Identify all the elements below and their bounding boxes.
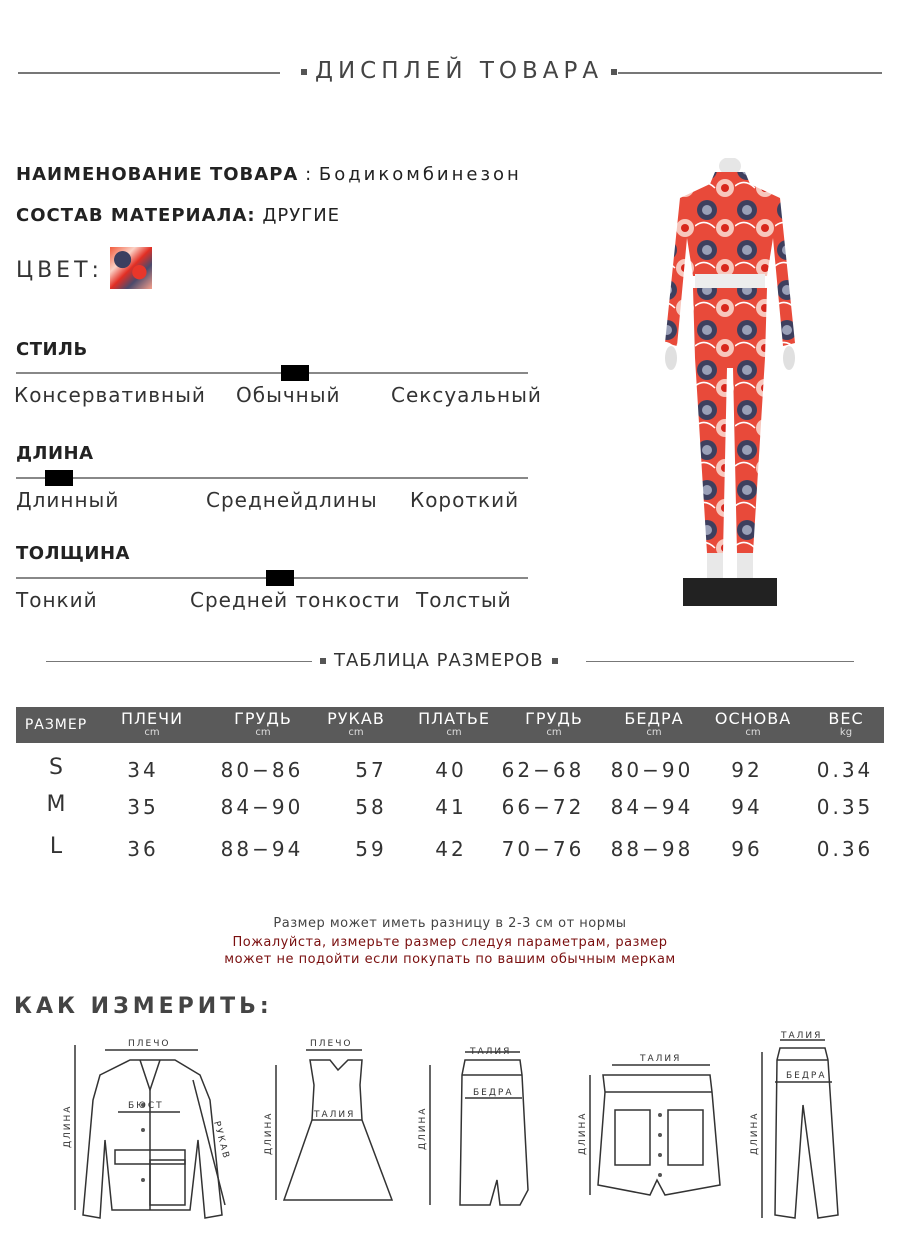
skirt-waist-label: ТАЛИЯ bbox=[470, 1047, 512, 1057]
style-track bbox=[16, 372, 528, 374]
table-cell: 58 bbox=[355, 795, 387, 819]
table-cell: 62−68 bbox=[501, 758, 585, 782]
col-header: ОСНОВА cm bbox=[714, 709, 792, 738]
jacket-sleeve-label: РУКАВ bbox=[211, 1120, 232, 1162]
table-cell: S bbox=[49, 755, 63, 780]
bullet-square-icon bbox=[552, 658, 558, 664]
table-cell: 80−86 bbox=[220, 758, 304, 782]
dress-waist-label: ТАЛИЯ bbox=[314, 1110, 356, 1120]
table-cell: 88−98 bbox=[610, 837, 694, 861]
bullet-square-icon bbox=[611, 69, 617, 75]
pants-waist-label: ТАЛИЯ bbox=[781, 1031, 823, 1041]
length-track bbox=[16, 477, 528, 479]
table-cell: 0.34 bbox=[816, 758, 874, 782]
style-option: Сексуальный bbox=[391, 383, 542, 407]
how-to-measure-title: КАК ИЗМЕРИТЬ: bbox=[14, 994, 273, 1019]
table-cell: 88−94 bbox=[220, 837, 304, 861]
col-header: РУКАВ cm bbox=[327, 709, 385, 738]
table-cell: 92 bbox=[731, 758, 763, 782]
measure-warning: может не подойти если покупать по вашим обычным меркам bbox=[224, 952, 676, 967]
product-material bbox=[16, 205, 340, 226]
style-option: Консервативный bbox=[14, 383, 206, 407]
product-name-value: Бодикомбинезон bbox=[318, 164, 522, 185]
thickness-option: Тонкий bbox=[16, 588, 98, 612]
table-rule-left bbox=[46, 661, 312, 662]
dress-length-label: ДЛИНА bbox=[264, 1111, 274, 1155]
jacket-bust-label: БЮСТ bbox=[128, 1101, 164, 1111]
product-photo bbox=[655, 158, 805, 608]
table-cell: 36 bbox=[127, 837, 159, 861]
jacket-length-label: ДЛИНА bbox=[63, 1104, 73, 1148]
table-cell: 0.35 bbox=[816, 795, 874, 819]
length-option: Среднейдлины bbox=[206, 488, 378, 512]
length-title: ДЛИНА bbox=[16, 443, 94, 464]
page-title: ДИСПЛЕЙ ТОВАРА bbox=[293, 58, 625, 84]
color-label: ЦВЕТ: bbox=[16, 258, 103, 283]
thickness-title: ТОЛЩИНА bbox=[16, 543, 130, 564]
table-cell: L bbox=[49, 834, 63, 859]
table-cell: 70−76 bbox=[501, 837, 585, 861]
product-name-label: НАИМЕНОВАНИЕ ТОВАРА bbox=[16, 164, 299, 185]
table-cell: 66−72 bbox=[501, 795, 585, 819]
table-cell: 84−90 bbox=[220, 795, 304, 819]
table-cell: 35 bbox=[127, 795, 159, 819]
thickness-knob bbox=[266, 570, 294, 586]
thickness-option: Толстый bbox=[416, 588, 512, 612]
jacket-shoulder-label: ПЛЕЧО bbox=[128, 1039, 171, 1049]
length-option: Короткий bbox=[410, 488, 520, 512]
col-header: ВЕС kg bbox=[828, 709, 864, 738]
pants-length-label: ДЛИНА bbox=[750, 1111, 760, 1155]
table-cell: M bbox=[46, 792, 66, 817]
table-cell: 34 bbox=[127, 758, 159, 782]
style-title: СТИЛЬ bbox=[16, 339, 88, 360]
size-table-header bbox=[16, 707, 884, 743]
measure-warning: Пожалуйста, измерьте размер следуя параметрам, размер bbox=[232, 935, 668, 950]
table-rule-right bbox=[586, 661, 854, 662]
bullet-square-icon bbox=[301, 69, 307, 75]
style-knob bbox=[281, 365, 309, 381]
col-header: ПЛЕЧИ cm bbox=[120, 709, 184, 738]
table-cell: 41 bbox=[435, 795, 467, 819]
table-cell: 80−90 bbox=[610, 758, 694, 782]
table-cell: 57 bbox=[355, 758, 387, 782]
col-header: ГРУДЬ cm bbox=[234, 709, 292, 738]
table-cell: 42 bbox=[435, 837, 467, 861]
table-cell: 84−94 bbox=[610, 795, 694, 819]
thickness-option: Средней тонкости bbox=[190, 588, 401, 612]
shorts-length-label: ДЛИНА bbox=[578, 1111, 588, 1155]
product-name: НАИМЕНОВАНИЕ ТОВАРА : Бодикомбинезон bbox=[16, 164, 522, 185]
col-header: ПЛАТЬЕ cm bbox=[418, 709, 490, 738]
bullet-square-icon bbox=[320, 658, 326, 664]
pants-hips-label: БЕДРА bbox=[786, 1071, 827, 1081]
header-rule-right bbox=[618, 72, 882, 74]
color-swatch[interactable] bbox=[110, 247, 152, 289]
material-label: СОСТАВ МАТЕРИАЛА: bbox=[16, 205, 256, 226]
table-cell: 40 bbox=[435, 758, 467, 782]
col-header: БЕДРА cm bbox=[624, 709, 684, 738]
measure-diagrams bbox=[0, 1030, 900, 1230]
length-option: Длинный bbox=[16, 488, 120, 512]
shorts-waist-label: ТАЛИЯ bbox=[640, 1054, 682, 1064]
table-cell: 0.36 bbox=[816, 837, 874, 861]
style-option: Обычный bbox=[236, 383, 341, 407]
size-table-title: ТАБЛИЦА РАЗМЕРОВ bbox=[312, 650, 566, 671]
col-header: ГРУДЬ cm bbox=[525, 709, 583, 738]
length-knob bbox=[45, 470, 73, 486]
skirt-length-label: ДЛИНА bbox=[418, 1106, 428, 1150]
col-header: РАЗМЕР bbox=[24, 717, 88, 733]
dress-shoulder-label: ПЛЕЧО bbox=[310, 1039, 353, 1049]
size-note: Размер может иметь разницу в 2-3 см от нормы bbox=[273, 916, 627, 931]
table-cell: 59 bbox=[355, 837, 387, 861]
table-cell: 94 bbox=[731, 795, 763, 819]
table-cell: 96 bbox=[731, 837, 763, 861]
skirt-hips-label: БЕДРА bbox=[473, 1088, 514, 1098]
header-rule-left bbox=[18, 72, 280, 74]
material-value: ДРУГИЕ bbox=[255, 205, 341, 226]
